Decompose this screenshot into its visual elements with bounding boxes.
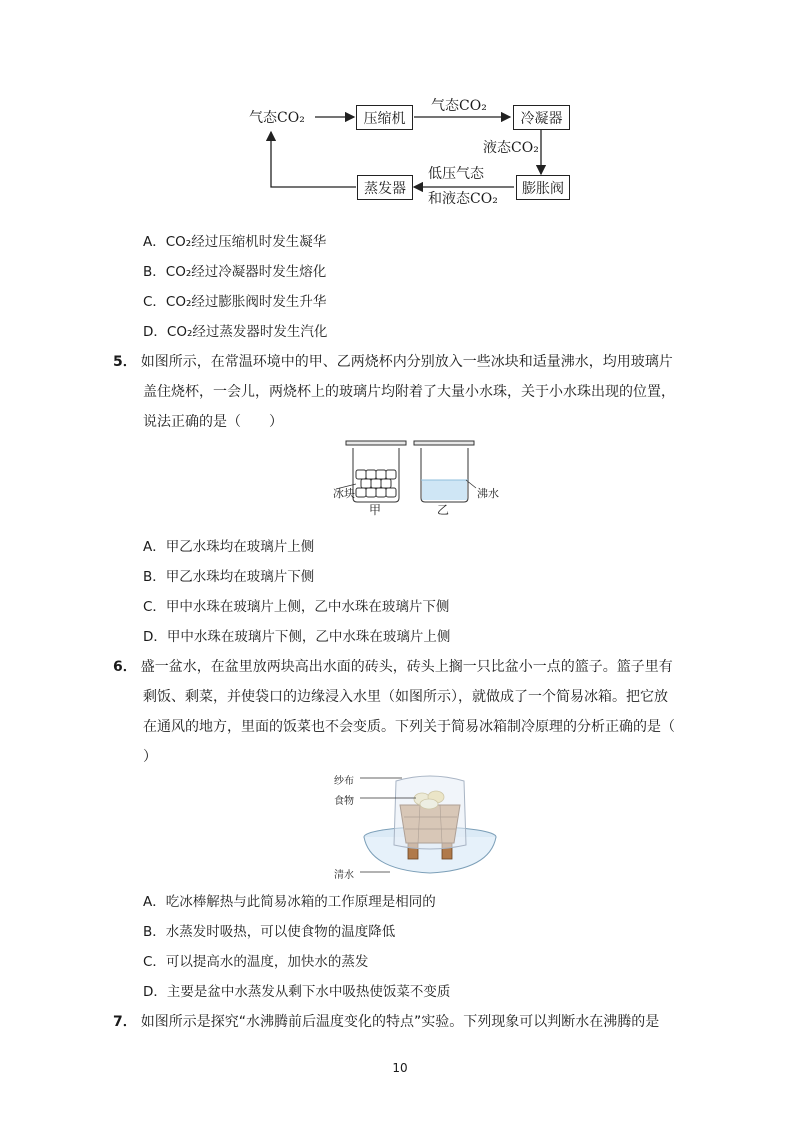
q7-line-1 xyxy=(113,1012,659,1032)
q5-option-b: B．甲乙水珠均在玻璃片下侧 xyxy=(143,569,315,585)
question-text: 如图所示，在常温环境中的甲、乙两烧杯内分别放入一些冰块和适量沸水，均用玻璃片 xyxy=(140,354,673,370)
condenser-box: 冷凝器 xyxy=(513,105,570,130)
q6-option-d: D．主要是盆中水蒸发从剩下水中吸热使饭菜不变质 xyxy=(143,984,451,1000)
bottom-state-label-1: 低压气态 xyxy=(428,166,484,182)
page-number: 10 xyxy=(392,1061,408,1075)
expansion-valve-box: 膨胀阀 xyxy=(516,175,570,200)
question-text: 如图所示是探究“水沸腾前后温度变化的特点”实验。下列现象可以判断水在沸腾的是 xyxy=(140,1014,660,1030)
boiling-water-label: 沸水 xyxy=(477,487,499,500)
food-label: 食物 xyxy=(334,796,354,807)
ice-label: 冰块 xyxy=(333,487,355,500)
q6-line-1 xyxy=(113,657,673,677)
q5-line-2: 盖住烧杯，一会儿，两烧杯上的玻璃片均附着了大量小水珠，关于小水珠出现的位置， xyxy=(143,384,675,400)
q5-line-1 xyxy=(113,352,673,372)
clear-water-label: 清水 xyxy=(334,870,354,881)
q5-option-a: A．甲乙水珠均在玻璃片上侧 xyxy=(143,539,315,555)
q4-option-b: B．CO₂经过冷凝器时发生熔化 xyxy=(143,264,327,280)
question-text: 盛一盆水，在盆里放两块高出水面的砖头，砖头上搁一只比盆小一点的篮子。篮子里有 xyxy=(140,659,673,675)
q6-option-a: A．吃冰棒解热与此简易冰箱的工作原理是相同的 xyxy=(143,894,436,910)
evaporator-box: 蒸发器 xyxy=(357,175,413,200)
gauze-label: 纱布 xyxy=(334,776,354,787)
q6-option-c: C．可以提高水的温度，加快水的蒸发 xyxy=(143,954,369,970)
q5-option-d: D．甲中水珠在玻璃片下侧，乙中水珠在玻璃片上侧 xyxy=(143,629,451,645)
beaker-b-label: 乙 xyxy=(437,503,450,517)
q6-line-3: 在通风的地方，里面的饭菜也不会变质。下列关于简易冰箱制冷原理的分析正确的是（ xyxy=(143,719,675,735)
beaker-a-label: 甲 xyxy=(369,503,382,517)
q6-option-b: B．水蒸发时吸热，可以使食物的温度降低 xyxy=(143,924,396,940)
q5-option-c: C．甲中水珠在玻璃片上侧，乙中水珠在玻璃片下侧 xyxy=(143,599,450,615)
compressor-box: 压缩机 xyxy=(356,105,413,130)
fridge-drawing xyxy=(330,775,505,885)
q4-option-a: A．CO₂经过压缩机时发生凝华 xyxy=(143,234,327,250)
q4-option-c: C．CO₂经过膨胀阀时发生升华 xyxy=(143,294,327,310)
left-state-label: 气态CO₂ xyxy=(249,110,305,126)
top-state-label: 气态CO₂ xyxy=(431,98,487,114)
beakers-drawing xyxy=(320,436,500,516)
q4-option-d: D．CO₂经过蒸发器时发生汽化 xyxy=(143,324,328,340)
question-number: 7． xyxy=(113,1014,137,1030)
question-number: 6． xyxy=(113,659,137,675)
question-number: 5． xyxy=(113,354,137,370)
right-state-label: 液态CO₂ xyxy=(483,140,539,156)
bottom-state-label-2: 和液态CO₂ xyxy=(428,191,498,207)
q5-line-3: 说法正确的是（ ） xyxy=(143,414,283,430)
q6-line-4: ） xyxy=(143,749,157,765)
q6-line-2: 剩饭、剩菜，并使袋口的边缘浸入水里（如图所示），就做成了一个简易冰箱。把它放 xyxy=(143,689,668,705)
